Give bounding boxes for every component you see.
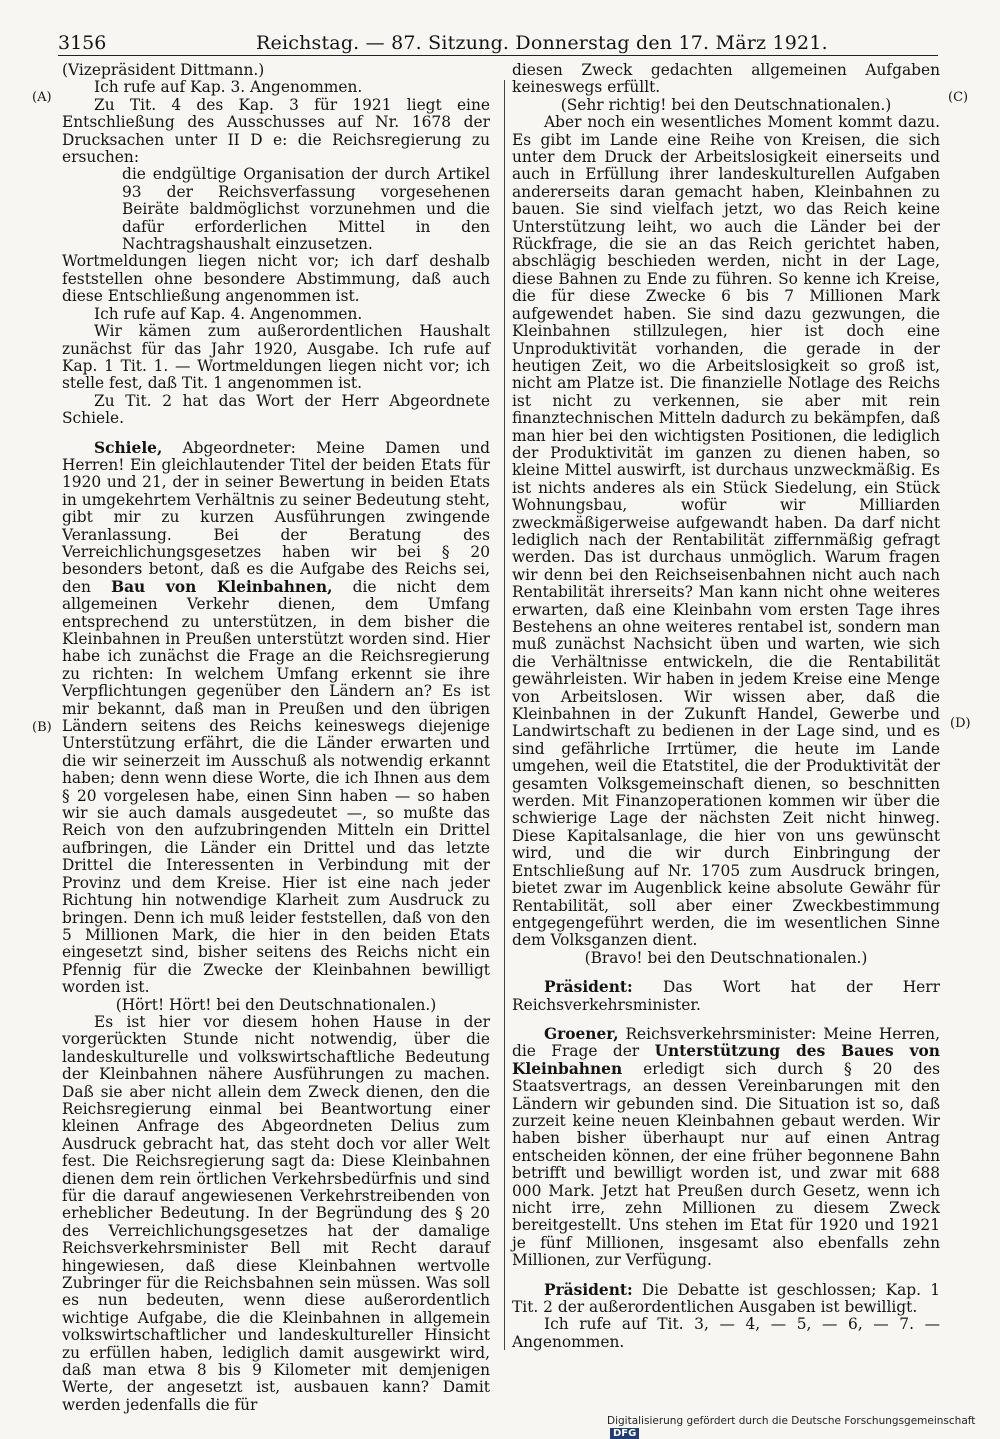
speaker-name: Groener, [544, 1024, 619, 1043]
paragraph: Ich rufe auf Kap. 3. Angenommen. [94, 78, 363, 97]
emphasis-text: Unterstützung des Baues von Kleinbahnen [512, 1042, 940, 1078]
chair-note: (Vizepräsident Dittmann.) [62, 61, 265, 79]
paragraph: diesen Zweck gedachten allgemeinen Aufgaben keineswegs erfüllt. [512, 61, 940, 97]
paragraph: Es ist hier vor diesem hohen Hause in der vorgerückten Stunde nicht notwendig, über die landeskulturelle und volkswirtschaftliche Bedeutung der Kleinbahnen nähere Ausführungen zu machen. Daß sie aber nicht allein dem Zweck dienen, den die Reichsregierung einmal bei Beantwortung einer kleinen Anfrage des Abgeordneten Delius zum Ausdruck gebracht hat, das steht doch vor aller Welt fest. Die Reichsregierung sagt da: Diese Kleinbahnen dienen dem rein örtlichen Verkehrsbedürfnis und sind für die darauf angewiesenen Verkehrstreibenden von erheblicher Bedeutung. In der Begründung des § 20 des Verreichlichungsgesetzes hat der damalige Reichsverkehrsminister Bell mit Recht darauf hingewiesen, daß diese Kleinbahnen wertvolle Zubringer für die Reichsbahnen sein müssen. Was soll es nun bedeuten, wenn diese außerordentlich wichtige Aufgabe, die die Kleinbahnen in allgemein volkswirtschaftlicher und landeskultureller Hinsicht zu erfüllen haben, lediglich damit ausgewirkt wird, daß man etwa 8 bis 9 Kilometer mit demjenigen Werte, der angesetzt ist, ausbauen kann? Damit werden jedenfalls die für [62, 1012, 490, 1414]
paragraph: Ich rufe auf Kap. 4. Angenommen. [94, 304, 363, 323]
margin-marker-d: (D) [950, 716, 971, 731]
emphasis-text: Bau von Kleinbahnen, [111, 577, 333, 596]
interjection: (Sehr richtig! bei den Deutschnationalen.) [560, 95, 892, 114]
speaker-name: Präsident: [544, 978, 633, 997]
running-title: Reichstag. — 87. Sitzung. Donnerstag den 17. März 1921. [256, 32, 828, 54]
interjection: (Bravo! bei den Deutschnationalen.) [584, 948, 868, 967]
speaker-name: Schiele, [94, 438, 163, 457]
footer-text: Digitalisierung gefördert durch die Deutsche Forschungsgemeinschaft [607, 1415, 976, 1427]
interjection: (Hört! Hört! bei den Deutschnationalen.) [115, 995, 437, 1014]
right-column [512, 62, 940, 1351]
speaker-name: Präsident: [544, 1280, 633, 1299]
margin-marker-c: (C) [948, 90, 969, 105]
paragraph: Wortmeldungen liegen nicht vor; ich darf deshalb feststellen ohne besondere Abstimmung, daß auch diese Entschließung angenommen ist. [62, 252, 490, 306]
president-remark [512, 979, 940, 1014]
speech-schiele [62, 440, 490, 997]
page-header [58, 30, 938, 58]
dfg-logo: DFG [610, 1428, 639, 1439]
margin-marker-b: (B) [32, 720, 52, 735]
paragraph: Zu Tit. 2 hat das Wort der Herr Abgeordnete Schiele. [62, 391, 490, 428]
resolution-quote: die endgültige Organisation der durch Artikel 93 der Reichsverfassung vorgesehenen Beiräte baldmöglichst vorzunehmen und die dafür erforderlichen Mittel in den Nachtragshaushalt einzusetzen. [122, 165, 490, 254]
speech-groener [512, 1026, 940, 1270]
page-number: 3156 [58, 32, 107, 54]
president-remark [512, 1282, 940, 1317]
paragraph: Aber noch ein wesentliches Moment kommt dazu. Es gibt im Lande eine Reihe von Kreisen, die sich unter dem Druck der Arbeitslosigkeit einerseits und auch in Erfüllung ihrer landeskulturellen Aufgaben andererseits daran gemacht haben, Kleinbahnen zu bauen. Sie sind vielfach jetzt, wo das Reich keine Unterstützung leiht, wo auch die Länder bei der Rückfrage, die sie an das Reich gerichtet haben, abschlägig beschieden werden, nicht in der Lage, diese Bahnen zu Ende zu führen. So kenne ich Kreise, die für diese Zwecke 6 bis 7 Millionen Mark aufgewendet haben. Sie sind dazu gezwungen, die Kleinbahnen stillzulegen, hier ist doch eine Unproduktivität vorhanden, die gerade in der heutigen Zeit, wo die Arbeitslosigkeit so groß ist, nicht am Platze ist. Die finanzielle Notlage des Reichs ist nicht zu verkennen, sie aber mit rein finanztechnischen Mitteln dadurch zu bekämpfen, daß man hier bei den wichtigsten Positionen, die lediglich der Produktivität im ganzen zu dienen haben, so kleine Mittel auswirft, ist durchaus unzweckmäßig. Es ist nichts anderes als ein Stück Siedelung, ein Stück Wohnungsbau, wofür wir Milliarden zweckmäßigerweise aufgewandt haben. Da darf nicht lediglich nach der Rentabilität ziffernmäßig gefragt werden. Das ist durchaus unmöglich. Warum fragen wir denn bei den Reichseisenbahnen nicht auch nach Rentabilität ihrerseits? Man kann nicht ohne weiteres erwarten, daß eine Kleinbahn vom ersten Tage ihres Bestehens an ohne weiteres rentabel ist, sondern man muß zunächst Nachsicht üben und warten, wie sich die Verhältnisse entwickeln, die die Rentabilität gewährleisten. Wir haben in jedem Kreise eine Menge von Arbeitslosen. Wir wissen aber, daß die Kleinbahnen in der Zukunft Handel, Gewerbe und Landwirtschaft zu bedienen in der Lage sind, und es sind gefährliche Irrtümer, die heute im Lande umgehen, weil die Etatstitel, die der Produktivität der gesamten Volksgemeinschaft dienen, so beschnitten werden. Mit Finanzoperationen kommen wir über die schwierige Lage der nächsten Zeit nicht hinweg. Diese Kapitalsanlage, die hier von uns gewünscht wird, und die wir durch Einbringung der Entschließung auf Nr. 1705 zum Ausdruck bringen, bietet zwar im Augenblick keine absolute Gewähr für Rentabilität, soll aber einer Zweckbestimmung entgegengeführt werden, die im wesentlichen Sinne dem Volksganzen dient. [512, 113, 940, 950]
paragraph: Wir kämen zum außerordentlichen Haushalt zunächst für das Jahr 1920, Ausgabe. Ich rufe auf Kap. 1 Tit. 1. — Wortmeldungen liegen nicht vor; ich stelle fest, daß Tit. 1 angenommen ist. [62, 322, 490, 393]
header-rule [58, 55, 938, 56]
paragraph: Zu Tit. 4 des Kap. 3 für 1921 liegt eine Entschließung des Ausschusses auf Nr. 1678 der Drucksachen unter II D e: die Reichsregierung zu ersuchen: [62, 95, 490, 167]
left-column [62, 62, 490, 1414]
column-divider [504, 80, 505, 1350]
margin-marker-a: (A) [32, 90, 52, 105]
speech-text: Die Debatte ist geschlossen; Kap. 1 Tit. 2 der außerordentlichen Ausgaben ist bewilligt. [512, 1280, 940, 1317]
speech-text: die nicht dem allgemeinen Verkehr dienen, dem Umfang entsprechend zu unterstützen, in dem bisher die Kleinbahnen in Preußen unterstützt worden sind. Hier habe ich zunächst die Frage an die Reichsregierung zu richten: In welchem Umfang erkennt sie ihre Verpflichtungen gegenüber den Ländern an? Es ist mir bekannt, daß man in Preußen und den übrigen Ländern seitens des Reichs keineswegs diejenige Unterstützung erfährt, die die Länder erwarten und die wir seinerzeit im Ausschuß als notwendig erkannt haben; denn wenn diese Worte, die ich Ihnen aus dem § 20 vorgelesen habe, einen Sinn haben — so haben wir sie auch damals ausgedeutet —, so mußte das Reich von den aufzubringenden Mitteln ein Drittel aufbringen, die Länder ein Drittel und das letzte Drittel die Interessenten in Verbindung mit der Provinz und dem Kreise. Hier ist eine nach jeder Richtung hin notwendige Klarheit zum Ausdruck zu bringen. Denn ich muß leider feststellen, daß von den 5 Millionen Mark, die hier in den beiden Etats eingesetzt sind, bisher seitens des Reichs nicht ein Pfennig für die Zwecke der Kleinbahnen bewilligt worden ist. [62, 577, 490, 997]
speech-text: Abgeordneter: Meine Damen und Herren! Ein gleichlautender Titel der beiden Etats für 1920 und 21, der in seiner Bewertung in beiden Etats in umgekehrtem Verhältnis zu seiner Bedeutung steht, gibt mir zu kurzen Ausführungen zwingende Veranlassung. Bei der Beratung des Verreichlichungsgesetzes haben wir bei § 20 besonders betont, daß es die Aufgabe des Reichs sei, den [62, 438, 490, 596]
paragraph: Ich rufe auf Tit. 3, — 4, — 5, — 6, — 7. — Angenommen. [512, 1315, 940, 1351]
footer-credit [607, 1415, 1000, 1439]
speech-text: Das Wort hat der Herr Reichsverkehrsminister. [512, 978, 940, 1014]
speech-text: erledigt sich durch § 20 des Staatsvertrags, an dessen Vereinbarungen mit den Ländern wir gebunden sind. Die Situation ist so, daß zurzeit keine neuen Kleinbahnen gebaut werden. Wir haben bisher überhaupt nur auf einen Antrag entscheiden können, der eine früher begonnene Bahn betrifft und bewilligt worden ist, und zwar mit 688 000 Mark. Jetzt hat Preußen durch Gesetz, wenn ich nicht irre, zehn Millionen zu diesem Zweck bereitgestellt. Uns stehen im Etat für 1920 und 1921 je fünf Millionen, insgesamt also ebenfalls zehn Millionen, zur Verfügung. [512, 1059, 940, 1270]
speech-text: Reichsverkehrsminister: Meine Herren, die Frage der [512, 1024, 940, 1061]
